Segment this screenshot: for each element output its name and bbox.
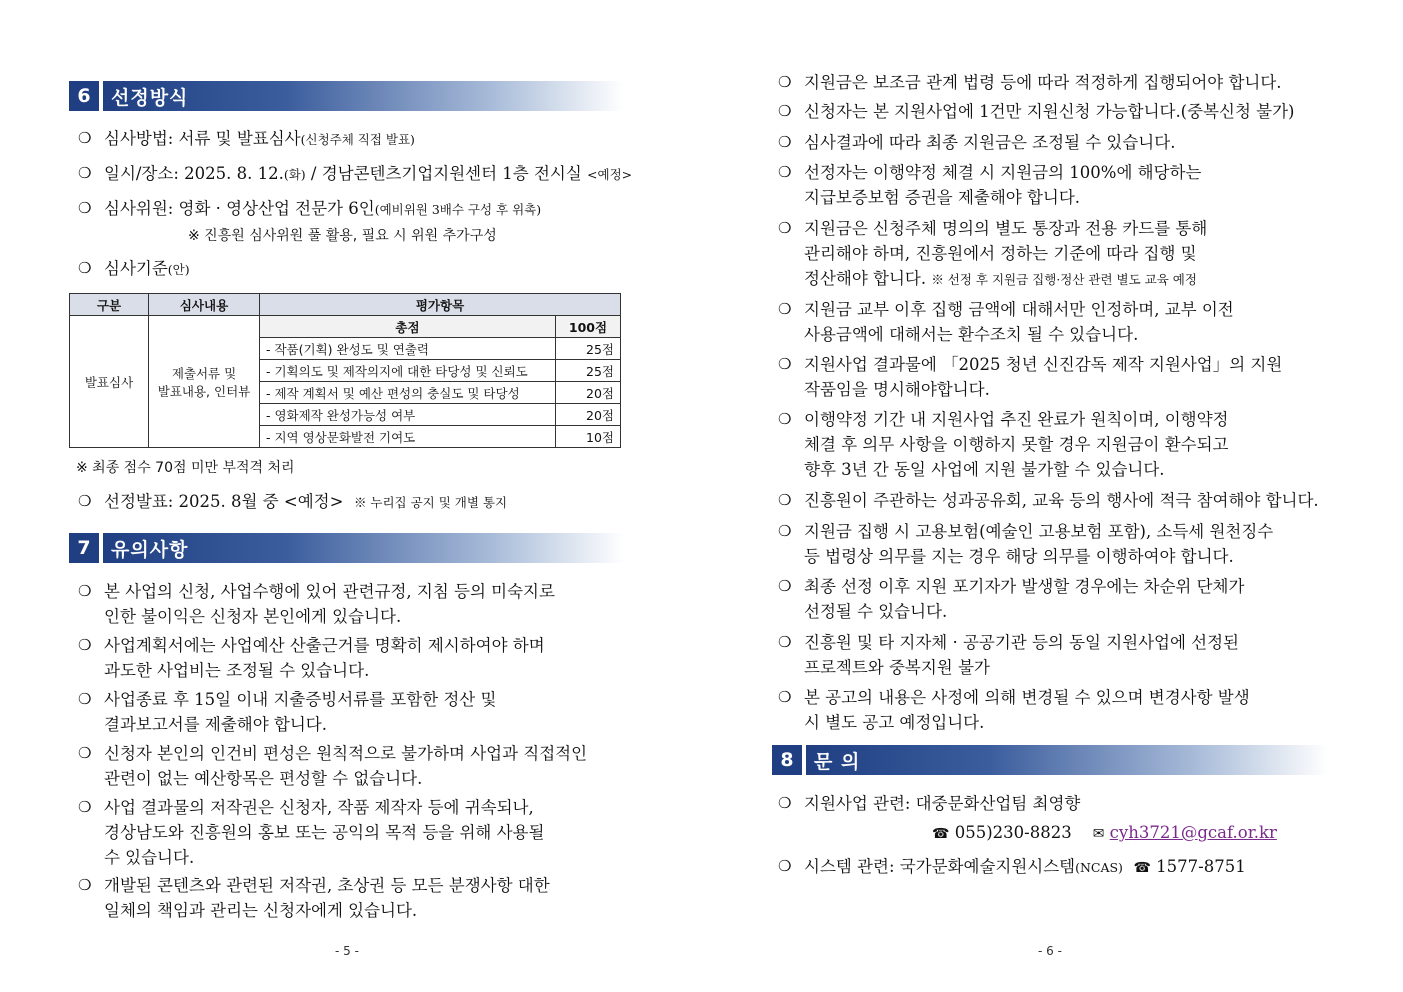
- notice-item: ❍ 최종 선정 이후 지원 포기자가 발생할 경우에는 차순위 단체가 선정될 수 있습니다.: [778, 574, 1244, 624]
- section-8-header: [772, 745, 1328, 775]
- notice-item: ❍ 본 공고의 내용은 사정에 의해 변경될 수 있으며 변경사항 발생 시 별도 공고 예정입니다.: [778, 685, 1250, 735]
- circle-bullet-icon: ❍: [778, 688, 792, 706]
- circle-bullet-icon: ❍: [778, 857, 792, 875]
- review-judges: ❍ 심사위원: 영화 · 영상산업 전문가 6인(예비위원 3배수 구성 후 위촉): [78, 196, 541, 222]
- circle-bullet-icon: ❍: [778, 794, 792, 812]
- page-number: - 5 -: [335, 944, 359, 958]
- circle-bullet-icon: ❍: [778, 102, 792, 120]
- table-row-item: - 제작 계획서 및 예산 편성의 충실도 및 타당성: [260, 382, 556, 404]
- left-page: [0, 0, 700, 992]
- notice-item: ❍ 지원사업 결과물에 「2025 청년 신진감독 제작 지원사업」의 지원 작품임을 명시해야합니다.: [778, 352, 1282, 402]
- right-page: [700, 0, 1403, 992]
- table-header: 평가항목: [260, 294, 621, 316]
- section-title: 문 의: [806, 745, 1328, 775]
- circle-bullet-icon: ❍: [778, 633, 792, 651]
- final-score-note: ※ 최종 점수 70점 미만 부적격 처리: [76, 460, 295, 476]
- circle-bullet-icon: ❍: [778, 300, 792, 318]
- circle-bullet-icon: ❍: [778, 133, 792, 151]
- review-method: ❍ 심사방법: 서류 및 발표심사(신청주체 직접 발표): [78, 126, 415, 152]
- section-title: 선정방식: [103, 81, 624, 111]
- notice-item: ❍ 지원금 교부 이후 집행 금액에 대해서만 인정하며, 교부 이전 사용금액에 대해서는 환수조치 될 수 있습니다.: [778, 297, 1234, 347]
- table-row-points: 20점: [556, 404, 621, 426]
- table-row-item: - 기획의도 및 제작의지에 대한 타당성 및 신뢰도: [260, 360, 556, 382]
- mail-icon: ✉: [1092, 826, 1105, 842]
- notice-item: ❍ 이행약정 기간 내 지원사업 추진 완료가 원칙이며, 이행약정 체결 후 의무 사항을 이행하지 못할 경우 지원금이 환수되고 향후 3년 간 동일 사업에 지원 불가할 수 있습니다.: [778, 407, 1229, 482]
- section-7-header: [69, 533, 624, 563]
- circle-bullet-icon: ❍: [778, 73, 792, 91]
- page-number: - 6 -: [1038, 944, 1062, 958]
- circle-bullet-icon: ❍: [78, 492, 92, 510]
- notice-item: ❍ 지원금 집행 시 고용보험(예술인 고용보험 포함), 소득세 원천징수 등 법령상 의무를 지는 경우 해당 의무를 이행하여야 합니다.: [778, 519, 1273, 569]
- circle-bullet-icon: ❍: [78, 129, 92, 147]
- table-row-points: 10점: [556, 426, 621, 448]
- table-header: 심사내용: [149, 294, 260, 316]
- notice-item: ❍ 선정자는 이행약정 체결 시 지원금의 100%에 해당하는 지급보증보험 증권을 제출해야 합니다.: [778, 160, 1201, 210]
- table-row-item: - 지역 영상문화발전 기여도: [260, 426, 556, 448]
- notice-item: ❍ 진흥원 및 타 지자체 · 공공기관 등의 동일 지원사업에 선정된 프로젝트와 중복지원 불가: [778, 630, 1239, 680]
- circle-bullet-icon: ❍: [78, 259, 92, 277]
- table-row-item: - 영화제작 완성가능성 여부: [260, 404, 556, 426]
- table-row-item: - 작품(기획) 완성도 및 연출력: [260, 338, 556, 360]
- circle-bullet-icon: ❍: [778, 577, 792, 595]
- contact-details: [932, 820, 1277, 847]
- circle-bullet-icon: ❍: [778, 219, 792, 237]
- circle-bullet-icon: ❍: [78, 876, 92, 894]
- circle-bullet-icon: ❍: [778, 522, 792, 540]
- circle-bullet-icon: ❍: [78, 690, 92, 708]
- circle-bullet-icon: ❍: [78, 164, 92, 182]
- contact-program: ❍ 지원사업 관련: 대중문화산업팀 최영향: [778, 791, 1080, 816]
- section-number: 8: [772, 745, 802, 775]
- circle-bullet-icon: ❍: [778, 491, 792, 509]
- review-date-place: ❍ 일시/장소: 2025. 8. 12.(화) / 경남콘텐츠기업지원센터 1층 전시실 <예정>: [78, 161, 632, 187]
- table-cell-content: 제출서류 및 발표내용, 인터뷰: [149, 316, 260, 448]
- notice-item: ❍ 본 사업의 신청, 사업수행에 있어 관련규정, 지침 등의 미숙지로 인한 불이익은 신청자 본인에게 있습니다.: [78, 579, 555, 629]
- phone-number: 1577-8751: [1156, 857, 1246, 876]
- circle-bullet-icon: ❍: [778, 163, 792, 181]
- phone-icon: ☎: [1133, 860, 1151, 876]
- section-6-header: [69, 81, 624, 111]
- notice-item: ❍ 사업계획서에는 사업예산 산출근거를 명확히 제시하여야 하며 과도한 사업비는 조정될 수 있습니다.: [78, 633, 545, 683]
- email-link[interactable]: cyh3721@gcaf.or.kr: [1109, 823, 1277, 842]
- notice-item: ❍ 사업종료 후 15일 이내 지출증빙서류를 포함한 정산 및 결과보고서를 제출해야 합니다.: [78, 687, 496, 737]
- circle-bullet-icon: ❍: [78, 798, 92, 816]
- table-cell-total-points: 100점: [556, 316, 621, 338]
- notice-item: ❍ 신청자 본인의 인건비 편성은 원칙적으로 불가하며 사업과 직접적인 관련이 없는 예산항목은 편성할 수 없습니다.: [78, 741, 587, 791]
- table-cell-total-label: 총점: [260, 316, 556, 338]
- notice-item: ❍ 사업 결과물의 저작권은 신청자, 작품 제작자 등에 귀속되나, 경상남도와 진흥원의 홍보 또는 공익의 목적 등을 위해 사용될 수 있습니다.: [78, 795, 544, 870]
- circle-bullet-icon: ❍: [778, 410, 792, 428]
- judges-note: ※ 진흥원 심사위원 풀 활용, 필요 시 위원 추가구성: [188, 228, 497, 244]
- notice-item: ❍ 진흥원이 주관하는 성과공유회, 교육 등의 행사에 적극 참여해야 합니다.: [778, 488, 1319, 513]
- table-row-points: 25점: [556, 360, 621, 382]
- phone-number: 055)230-8823: [954, 823, 1072, 842]
- notice-item: ❍ 지원금은 신청주체 명의의 별도 통장과 전용 카드를 통해 관리해야 하며, 진흥원에서 정하는 기준에 따라 집행 및 정산해야 합니다. ※ 선정 후 지원금 집행·정산 관련 별도 교육 예정: [778, 216, 1207, 292]
- criteria-table: [69, 293, 621, 448]
- section-title: 유의사항: [103, 533, 624, 563]
- phone-icon: ☎: [932, 826, 950, 842]
- circle-bullet-icon: ❍: [78, 199, 92, 217]
- contact-system: ❍ 시스템 관련: 국가문화예술지원시스템(NCAS) ☎ 1577-8751: [778, 854, 1246, 881]
- table-header: 구분: [70, 294, 149, 316]
- table-row-points: 25점: [556, 338, 621, 360]
- section-number: 7: [69, 533, 99, 563]
- table-cell-division: 발표심사: [70, 316, 149, 448]
- circle-bullet-icon: ❍: [78, 744, 92, 762]
- circle-bullet-icon: ❍: [78, 636, 92, 654]
- notice-item: ❍ 신청자는 본 지원사업에 1건만 지원신청 가능합니다.(중복신청 불가): [778, 99, 1294, 124]
- notice-item: ❍ 심사결과에 따라 최종 지원금은 조정될 수 있습니다.: [778, 130, 1175, 155]
- notice-item: ❍ 개발된 콘텐츠와 관련된 저작권, 초상권 등 모든 분쟁사항 대한 일체의 책임과 관리는 신청자에게 있습니다.: [78, 873, 550, 923]
- notice-item: ❍ 지원금은 보조금 관계 법령 등에 따라 적정하게 집행되어야 합니다.: [778, 70, 1282, 95]
- selection-announcement: ❍ 선정발표: 2025. 8월 중 <예정> ※ 누리집 공지 및 개별 통지: [78, 489, 507, 515]
- table-row-points: 20점: [556, 382, 621, 404]
- circle-bullet-icon: ❍: [78, 582, 92, 600]
- review-criteria: ❍ 심사기준(안): [78, 256, 190, 282]
- section-number: 6: [69, 81, 99, 111]
- circle-bullet-icon: ❍: [778, 355, 792, 373]
